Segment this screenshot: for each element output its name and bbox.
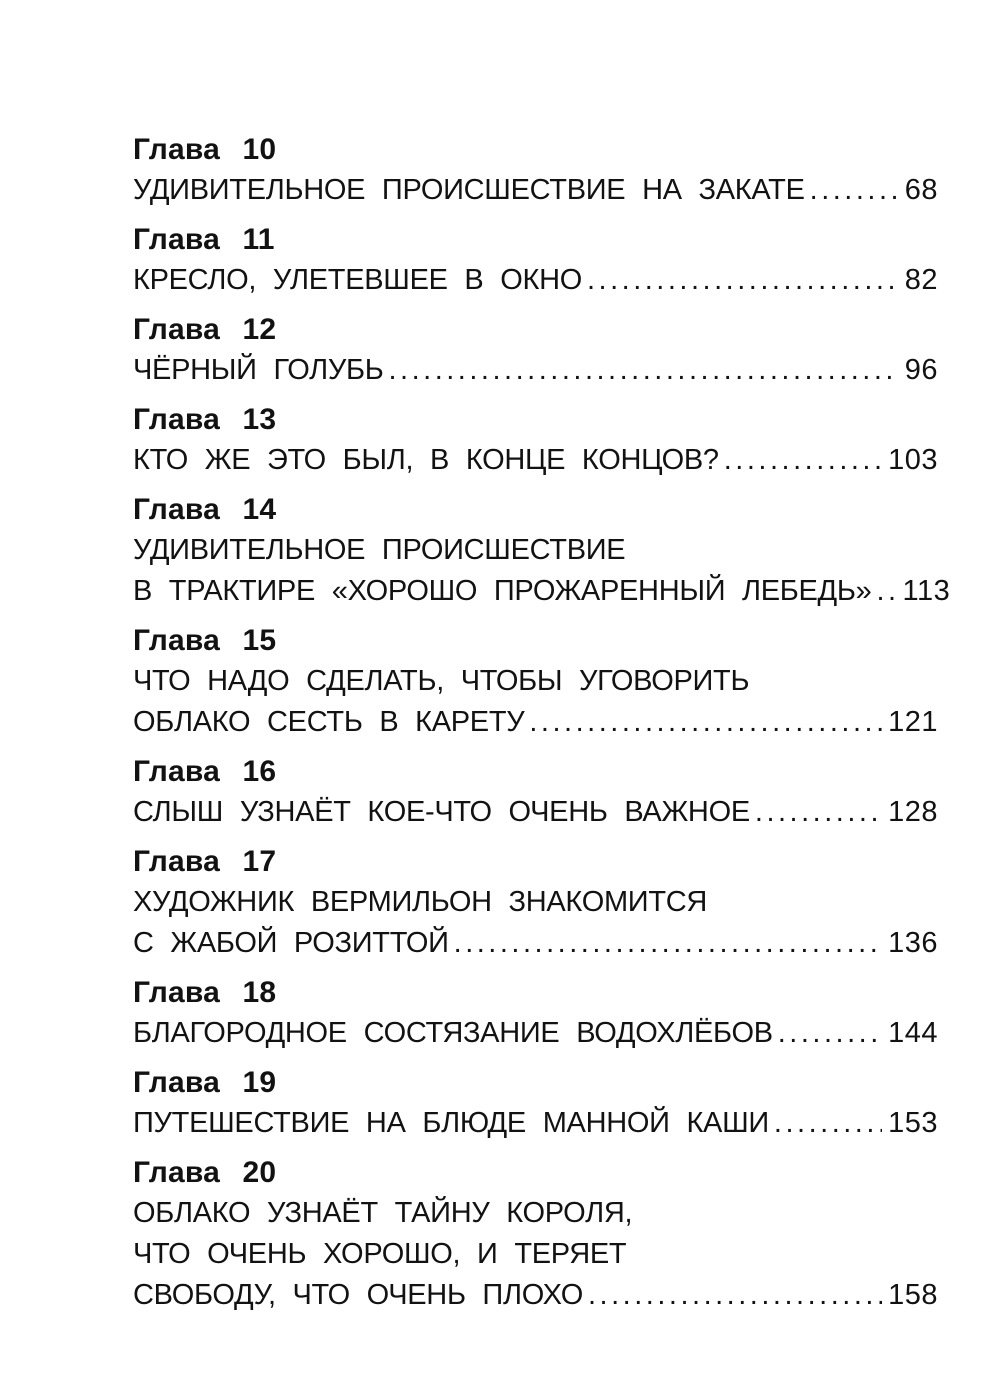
chapter-label: Глава 13: [133, 403, 277, 436]
page-number: 128: [888, 796, 938, 828]
title-line: [133, 530, 938, 571]
chapter-title-text: ЧТО НАДО СДЕЛАТЬ, ЧТОБЫ УГОВОРИТЬ: [133, 665, 750, 697]
title-line-with-page: [133, 170, 938, 211]
dot-leader: [388, 350, 898, 391]
toc-entry: [133, 490, 951, 612]
toc-entry: [133, 842, 938, 964]
chapter-label: Глава 15: [133, 624, 277, 657]
chapter-title-text: ОБЛАКО СЕСТЬ В КАРЕТУ: [133, 706, 525, 738]
chapter-title-text: ПУТЕШЕСТВИЕ НА БЛЮДЕ МАННОЙ КАШИ: [133, 1107, 769, 1139]
chapter-title-text: СЛЫШ УЗНАЁТ КОЕ-ЧТО ОЧЕНЬ ВАЖНОЕ: [133, 796, 750, 828]
page-number: 68: [904, 174, 938, 206]
chapter-title-text: БЛАГОРОДНОЕ СОСТЯЗАНИЕ ВОДОХЛЁБОВ: [133, 1017, 773, 1049]
toc-entry: [133, 400, 938, 481]
chapter-label: Глава 14: [133, 493, 277, 526]
dot-leader: [810, 170, 899, 211]
dot-leader: [529, 702, 882, 743]
chapter-label: Глава 10: [133, 133, 277, 166]
chapter-label: Глава 16: [133, 755, 277, 788]
title-line-with-page: [133, 1103, 938, 1144]
chapter-label: Глава 12: [133, 313, 277, 346]
title-line: [133, 882, 938, 923]
title-line-with-page: [133, 792, 938, 833]
table-of-contents: [133, 130, 951, 1316]
chapter-title-text: С ЖАБОЙ РОЗИТТОЙ: [133, 927, 449, 959]
page-number: 82: [904, 264, 938, 296]
toc-entry: [133, 973, 938, 1054]
page-number: 144: [888, 1017, 938, 1049]
title-line-with-page: [133, 440, 938, 481]
page-number: 121: [888, 706, 938, 738]
chapter-title-text: КТО ЖЕ ЭТО БЫЛ, В КОНЦЕ КОНЦОВ?: [133, 444, 719, 476]
title-line: [133, 1193, 938, 1234]
chapter-title-text: КРЕСЛО, УЛЕТЕВШЕЕ В ОКНО: [133, 264, 582, 296]
dot-leader: [588, 1275, 882, 1316]
chapter-title-text: ЧТО ОЧЕНЬ ХОРОШО, И ТЕРЯЕТ: [133, 1238, 627, 1270]
chapter-title-text: ОБЛАКО УЗНАЁТ ТАЙНУ КОРОЛЯ,: [133, 1197, 633, 1229]
chapter-label: Глава 17: [133, 845, 277, 878]
dot-leader: [778, 1013, 882, 1054]
toc-entry: [133, 130, 938, 211]
dot-leader: [876, 571, 896, 612]
toc-entry: [133, 621, 938, 743]
title-line: [133, 1234, 938, 1275]
chapter-title-text: В ТРАКТИРЕ «ХОРОШО ПРОЖАРЕННЫЙ ЛЕБЕДЬ»: [133, 575, 872, 607]
chapter-label: Глава 11: [133, 223, 275, 256]
toc-entry: [133, 1063, 938, 1144]
chapter-label: Глава 20: [133, 1156, 277, 1189]
dot-leader: [755, 792, 882, 833]
chapter-title-text: УДИВИТЕЛЬНОЕ ПРОИСШЕСТВИЕ НА ЗАКАТЕ: [133, 174, 805, 206]
toc-entry: [133, 310, 938, 391]
chapter-title-text: СВОБОДУ, ЧТО ОЧЕНЬ ПЛОХО: [133, 1279, 583, 1311]
title-line-with-page: [133, 350, 938, 391]
toc-entry: [133, 220, 938, 301]
page-number: 103: [888, 444, 938, 476]
title-line-with-page: [133, 702, 938, 743]
dot-leader: [724, 440, 882, 481]
title-line: [133, 661, 938, 702]
toc-entry: [133, 752, 938, 833]
page-number: 96: [904, 354, 938, 386]
title-line-with-page: [133, 923, 938, 964]
title-line-with-page: [133, 260, 938, 301]
dot-leader: [587, 260, 899, 301]
dot-leader: [774, 1103, 882, 1144]
dot-leader: [454, 923, 882, 964]
page-number: 136: [888, 927, 938, 959]
page-number: 153: [888, 1107, 938, 1139]
title-line-with-page: [133, 1275, 938, 1316]
toc-entry: [133, 1153, 938, 1316]
chapter-label: Глава 18: [133, 976, 277, 1009]
chapter-title-text: ЧЁРНЫЙ ГОЛУБЬ: [133, 354, 384, 386]
page-number: 113: [902, 575, 951, 607]
title-line-with-page: [133, 1013, 938, 1054]
chapter-title-text: ХУДОЖНИК ВЕРМИЛЬОН ЗНАКОМИТСЯ: [133, 886, 708, 918]
title-line-with-page: [133, 571, 951, 612]
chapter-title-text: УДИВИТЕЛЬНОЕ ПРОИСШЕСТВИЕ: [133, 534, 626, 566]
page-number: 158: [888, 1279, 938, 1311]
chapter-label: Глава 19: [133, 1066, 277, 1099]
